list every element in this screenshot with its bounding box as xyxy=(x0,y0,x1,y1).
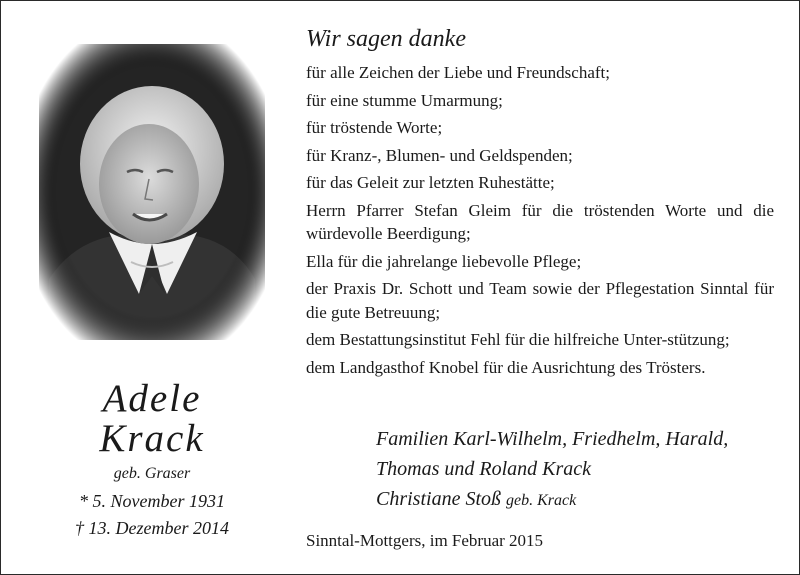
thanks-item: für eine stumme Umarmung; xyxy=(306,90,503,110)
maiden-name: geb. Graser xyxy=(113,465,191,482)
thanks-section xyxy=(306,23,774,383)
first-name: Adele xyxy=(102,377,202,420)
family-line-2: Thomas und Roland Krack xyxy=(376,458,591,480)
last-name: Krack xyxy=(99,417,205,460)
signatory-nee: geb. Krack xyxy=(506,492,577,509)
family-signatures xyxy=(376,424,786,516)
thanks-item: Herrn Pfarrer Stefan Gleim für die tröstenden Worte und die würdevolle Beerdigung; xyxy=(306,200,774,243)
thanks-heading: Wir sagen danke xyxy=(306,26,466,52)
place-date: Sinntal-Mottgers, im Februar 2015 xyxy=(306,531,544,550)
thanks-item: für Kranz-, Blumen- und Geldspenden; xyxy=(306,145,573,165)
family-line-3 xyxy=(376,484,786,516)
deceased-info xyxy=(39,379,265,539)
thanks-item: der Praxis Dr. Schott und Team sowie der Pflegestation Sinntal für die gute Betreuung; xyxy=(306,279,774,322)
thanks-item: für tröstende Worte; xyxy=(306,118,443,137)
thanks-list xyxy=(306,61,774,379)
death-date: † 13. Dezember 2014 xyxy=(75,518,229,538)
family-line-1: Familien Karl-Wilhelm, Friedhelm, Harald, xyxy=(376,428,729,450)
thanks-item: für das Geleit zur letzten Ruhestätte; xyxy=(306,173,555,192)
birth-date: * 5. November 1931 xyxy=(79,491,225,511)
thanks-item: für alle Zeichen der Liebe und Freundschaft; xyxy=(306,63,610,82)
thanks-item: dem Landgasthof Knobel für die Ausrichtung des Trösters. xyxy=(306,357,706,377)
signatory-name: Christiane Stoß xyxy=(376,488,502,510)
thanks-item: dem Bestattungsinstitut Fehl für die hilfreiche Unter-stützung; xyxy=(306,330,730,349)
portrait-illustration xyxy=(39,44,265,340)
thanks-item: Ella für die jahrelange liebevolle Pflege; xyxy=(306,251,582,271)
portrait-photo xyxy=(39,44,265,340)
